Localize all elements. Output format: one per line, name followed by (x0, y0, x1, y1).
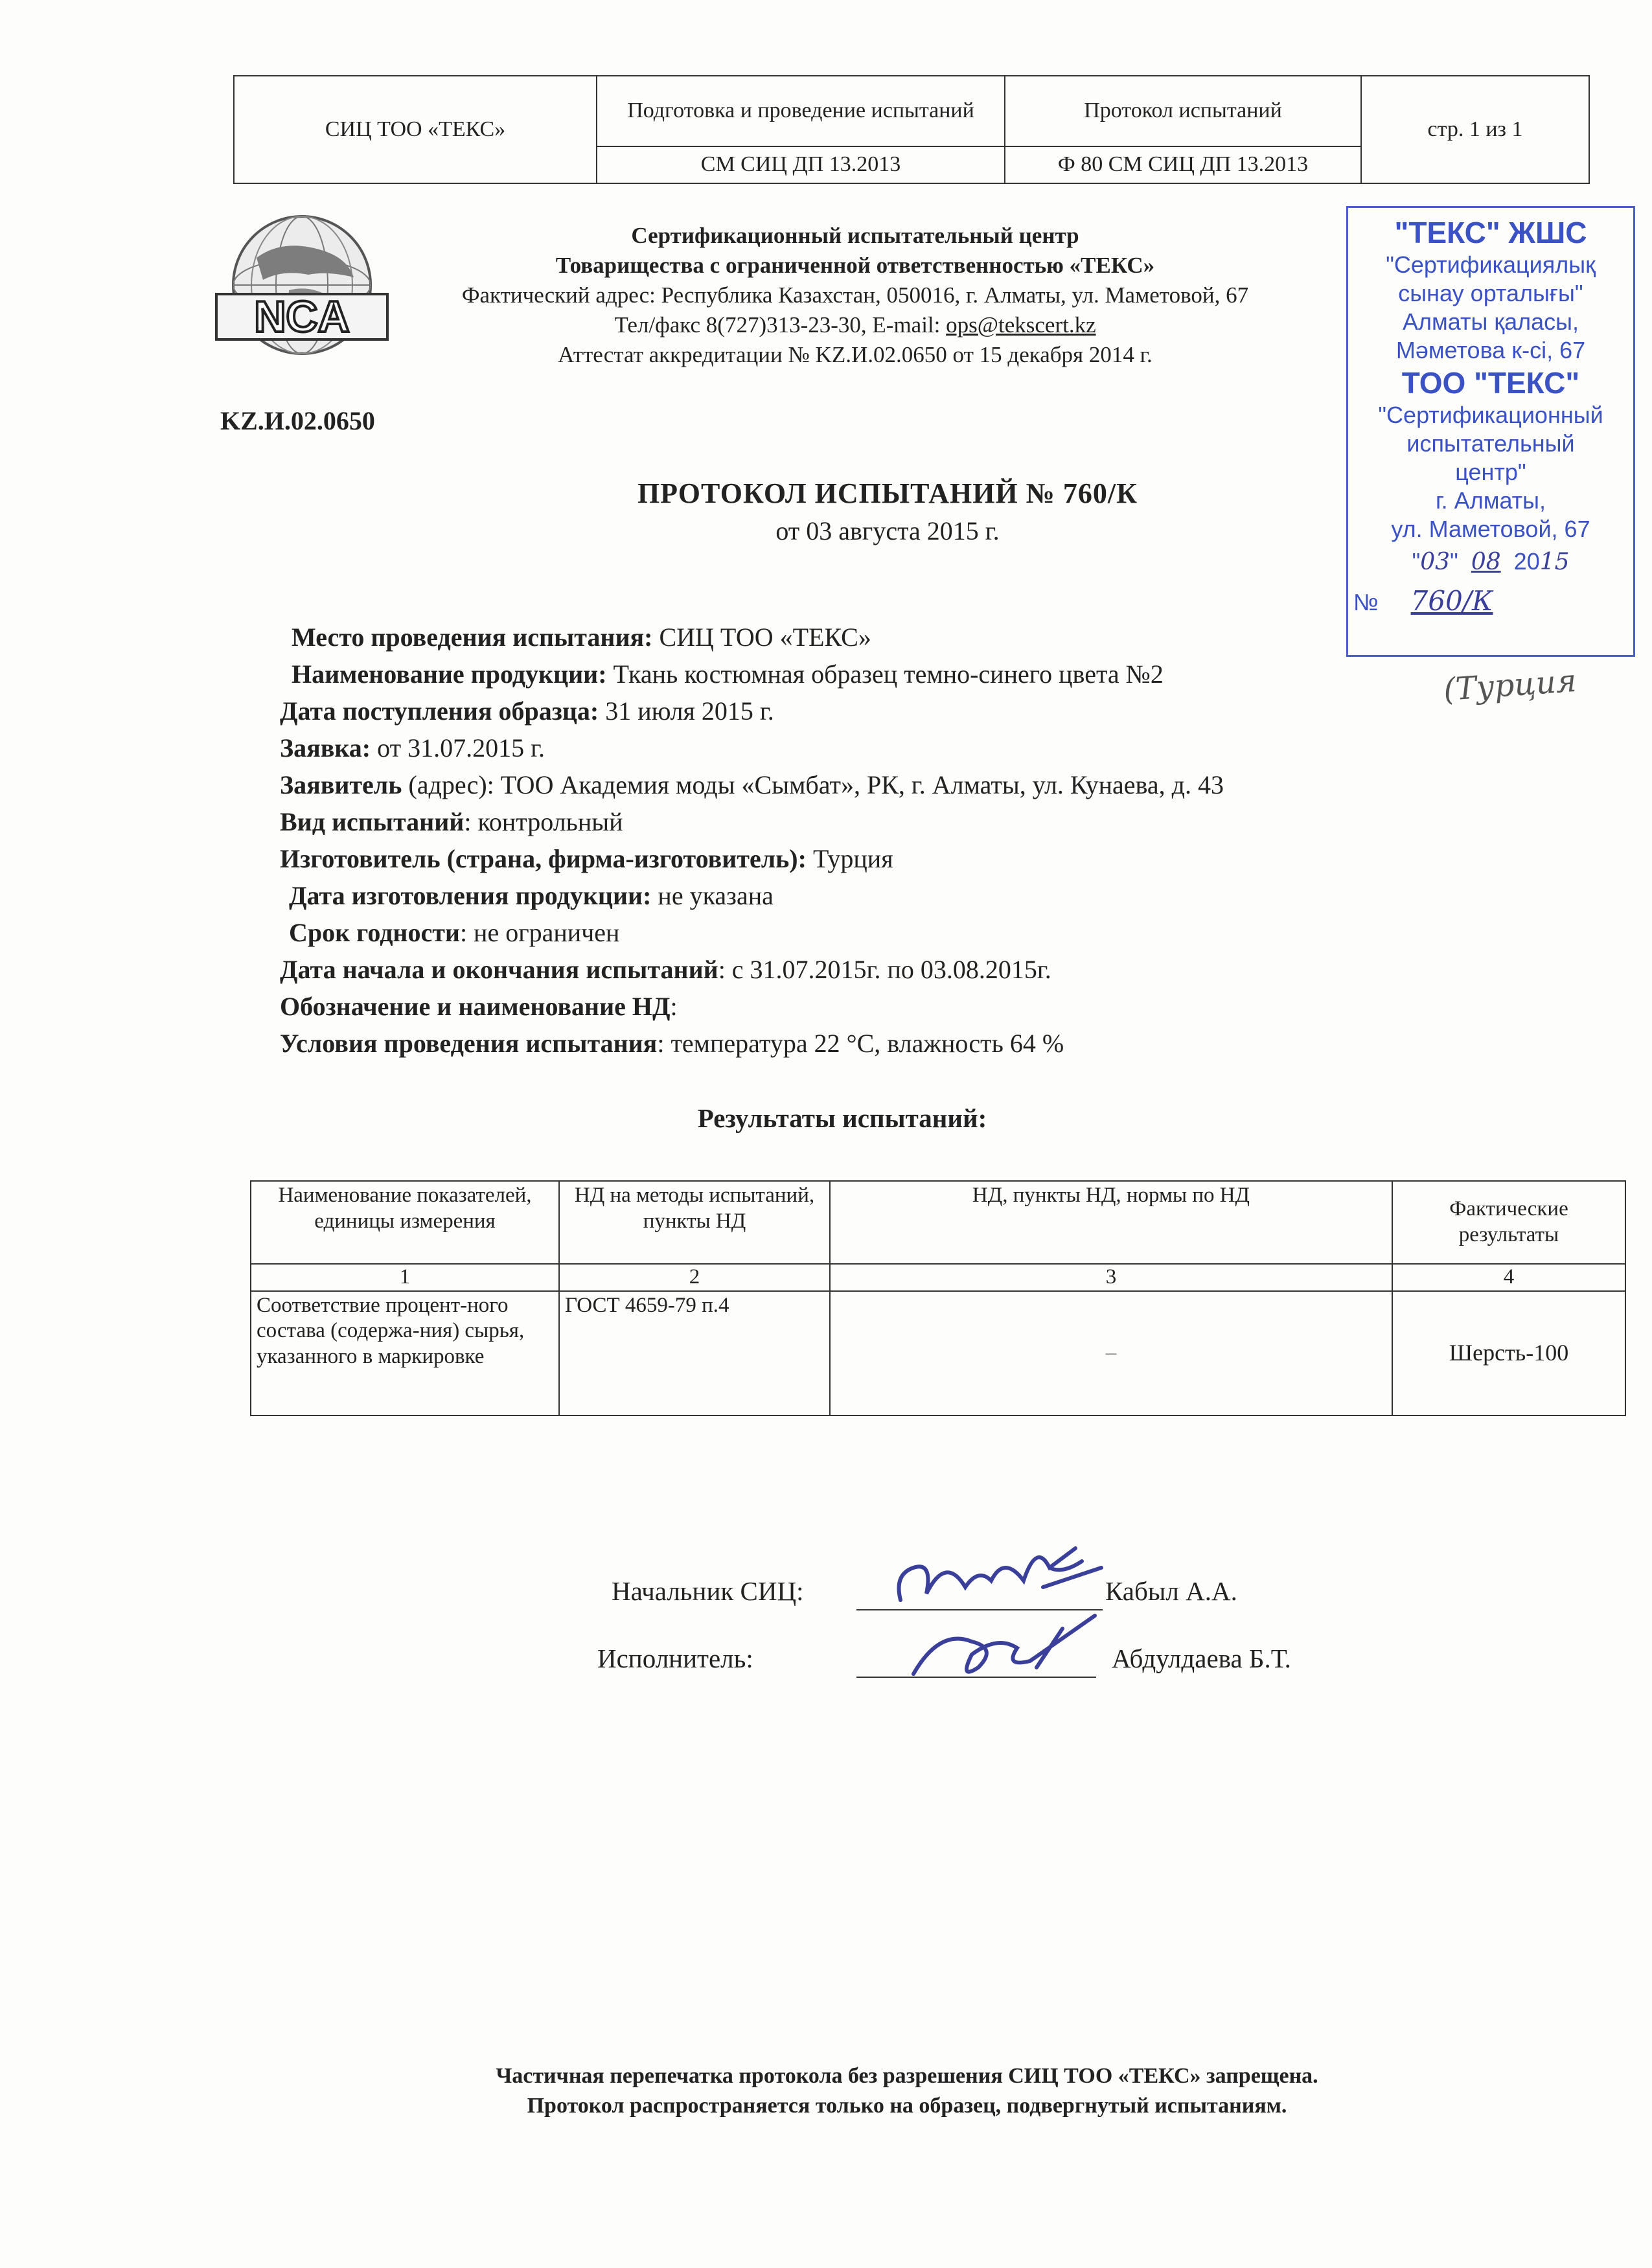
table-header-row (251, 1181, 1625, 1264)
field-receipt-date: Дата поступления образца: 31 июля 2015 г. (280, 696, 774, 726)
protocol-title: ПРОТОКОЛ ИСПЫТАНИЙ № 760/К (637, 477, 1138, 509)
margin-note: (Турция (1442, 662, 1578, 709)
field-application: Заявка: от 31.07.2015 г. (280, 733, 545, 762)
footer-line-1: Частичная перепечатка протокола без разрешения СИЦ ТОО «ТЕКС» запрещена. (496, 2064, 1318, 2088)
field-production-date: Дата изготовления продукции: не указана (289, 881, 774, 910)
field-test-location: Место проведения испытания: СИЦ ТОО «ТЕКС» (292, 623, 871, 652)
column-header: НД на методы испытаний, пункты НД (559, 1181, 830, 1264)
org-address: Фактический адрес: Республика Казахстан, 050016, г. Алматы, ул. Маметовой, 67 (461, 282, 1249, 308)
column-header: НД, пункты НД, нормы по НД (830, 1181, 1392, 1264)
logo-text: NCA (254, 292, 350, 341)
stamp-date: "03" 08 2015 (1412, 548, 1570, 575)
header-org: СИЦ ТОО «ТЕКС» (234, 76, 597, 183)
table-row (251, 1291, 1625, 1415)
column-header: Наименование показателей, единицы измерения (251, 1181, 559, 1264)
protocol-date: от 03 августа 2015 г. (775, 516, 1000, 545)
org-phone: Тел/факс 8(727)313-23-30, E-mail: (614, 312, 946, 338)
column-number: 4 (1392, 1264, 1625, 1291)
executor-label: Исполнитель: (597, 1644, 753, 1673)
results-table (250, 1180, 1626, 1416)
stamp-number: № 760/К (1353, 585, 1493, 617)
table-cell-indicator: Соответствие процент-ного состава (содержа-ния) сырья, указанного в маркировке (251, 1291, 559, 1415)
table-cell-method: ГОСТ 4659-79 п.4 (559, 1291, 830, 1415)
column-number: 3 (830, 1264, 1392, 1291)
header-process: Подготовка и проведение испытаний (597, 76, 1005, 146)
header-page-number: стр. 1 из 1 (1361, 76, 1589, 183)
executor-signature (901, 1603, 1121, 1693)
table-cell-norm: – (830, 1291, 1392, 1415)
org-line-1: Сертификационный испытательный центр (631, 223, 1079, 248)
org-email-link[interactable]: ops@tekscert.kz (946, 312, 1096, 338)
footer-line-2: Протокол распространяется только на образец, подвергнутый испытаниям. (527, 2094, 1287, 2118)
table-cell-result: Шерсть-100 (1392, 1291, 1625, 1415)
field-shelf-life: Срок годности: не ограничен (289, 918, 620, 947)
head-name: Кабыл А.А. (1105, 1576, 1237, 1606)
org-contacts (350, 311, 1360, 339)
field-standard: Обозначение и наименование НД: (280, 992, 678, 1021)
column-header: Фактические результаты (1392, 1181, 1625, 1264)
field-applicant: Заявитель (адрес): ТОО Академия моды «Сымбат», РК, г. Алматы, ул. Кунаева, д. 43 (280, 770, 1224, 799)
table-number-row (251, 1264, 1625, 1291)
head-label: Начальник СИЦ: (612, 1576, 804, 1606)
document-header-table (233, 75, 1590, 184)
header-std2: Ф 80 СМ СИЦ ДП 13.2013 (1005, 146, 1361, 183)
column-number: 1 (251, 1264, 559, 1291)
org-accreditation: Аттестат аккредитации № KZ.И.02.0650 от 15 декабря 2014 г. (558, 342, 1153, 367)
results-title: Результаты испытаний: (697, 1103, 987, 1133)
field-product-name: Наименование продукции: Ткань костюмная образец темно-синего цвета №2 (292, 659, 1164, 689)
field-manufacturer: Изготовитель (страна, фирма-изготовитель): Турция (280, 844, 893, 873)
org-line-2: Товарищества с ограниченной ответственностью «ТЕКС» (555, 253, 1155, 278)
header-doc-type: Протокол испытаний (1005, 76, 1361, 146)
header-std1: СМ СИЦ ДП 13.2013 (597, 146, 1005, 183)
field-test-type: Вид испытаний: контрольный (280, 807, 623, 836)
organization-stamp: "ТЕКС" ЖШС "Сертификациялық сынау орталығы" Алматы қаласы, Мәметова к-сі, 67 ТОО "ТЕКС" "Сертификационный испытательный центр" г. Алматы, ул. Маметовой, 67 "03" 08 2015 № 760/К (1346, 206, 1635, 657)
accreditation-code: KZ.И.02.0650 (220, 406, 375, 435)
executor-name: Абдулдаева Б.Т. (1112, 1644, 1291, 1673)
field-test-conditions: Условия проведения испытания: температура 22 °С, влажность 64 % (280, 1029, 1064, 1058)
field-test-period: Дата начала и окончания испытаний: с 31.07.2015г. по 03.08.2015г. (280, 955, 1051, 984)
column-number: 2 (559, 1264, 830, 1291)
